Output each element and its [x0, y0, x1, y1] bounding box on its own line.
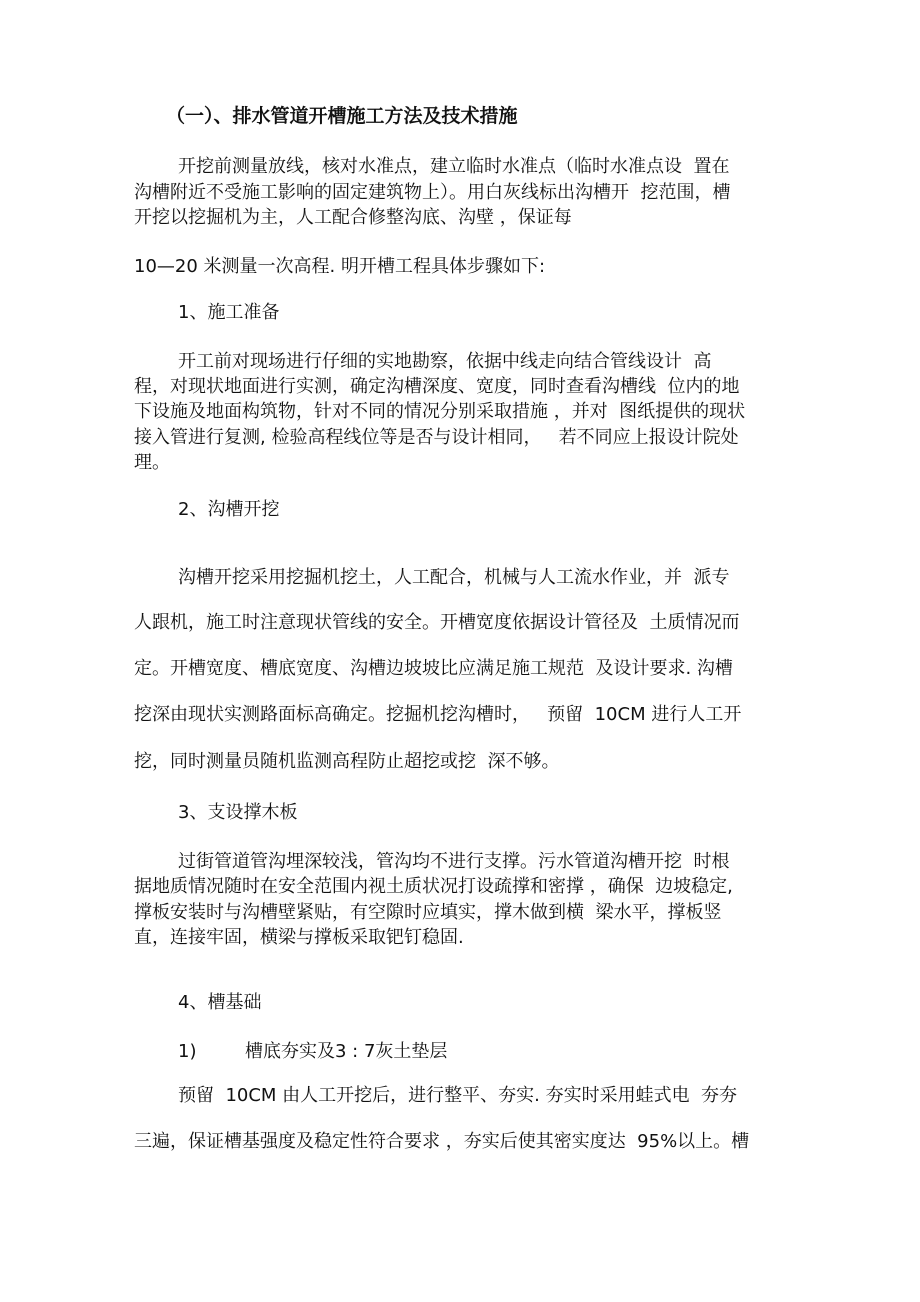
section-heading: 1、施工准备 — [178, 302, 280, 323]
sub-heading-number: 1) — [178, 1041, 197, 1062]
paragraph-line: 据地质情况随时在安全范围内视土质状况打设疏撑和密撑 ，确保 边坡稳定, — [134, 876, 733, 897]
paragraph-line: 理。 — [134, 452, 170, 473]
paragraph-line: 三遍，保证槽基强度及稳定性符合要求 ，夯实后使其密实度达 95%以上。槽 — [134, 1131, 750, 1152]
paragraph-line: 挖，同时测量员随机监测高程防止超挖或挖 深不够。 — [134, 751, 560, 772]
sub-heading-text: 槽底夯实及3 : 7灰土垫层 — [245, 1041, 448, 1062]
paragraph-line: 程，对现状地面进行实测，确定沟槽深度、宽度，同时查看沟槽线 位内的地 — [134, 376, 740, 397]
paragraph-line: 开挖前测量放线，核对水准点，建立临时水准点（临时水准点设 置在 — [178, 156, 730, 177]
paragraph-line: 接入管进行复测, 检验高程线位等是否与设计相同， 若不同应上报设计院处 — [134, 427, 739, 448]
section-heading: 3、支设撑木板 — [178, 802, 298, 823]
paragraph-line: 沟槽开挖采用挖掘机挖土，人工配合，机械与人工流水作业，并 派专 — [178, 567, 730, 588]
paragraph-line: 下设施及地面构筑物，针对不同的情况分别采取措施 ，并对 图纸提供的现状 — [134, 401, 746, 422]
paragraph-line: 过街管道管沟埋深较浅，管沟均不进行支撑。污水管道沟槽开挖 时根 — [178, 851, 730, 872]
paragraph-line: 开挖以挖掘机为主，人工配合修整沟底、沟壁 ，保证每 — [134, 207, 572, 228]
paragraph-line: 人跟机，施工时注意现状管线的安全。开槽宽度依据设计管径及 土质情况而 — [134, 612, 740, 633]
section-heading: 2、沟槽开挖 — [178, 499, 280, 520]
paragraph-line: 定。开槽宽度、槽底宽度、沟槽边坡坡比应满足施工规范 及设计要求. 沟槽 — [134, 658, 733, 679]
paragraph-line: 开工前对现场进行仔细的实地勘察，依据中线走向结合管线设计 高 — [178, 351, 712, 372]
paragraph-line: 撑板安装时与沟槽壁紧贴，有空隙时应填实，撑木做到横 梁水平，撑板竖 — [134, 902, 722, 923]
paragraph-line: 直，连接牢固，横梁与撑板采取钯钉稳固. — [134, 927, 464, 948]
paragraph-line: 挖深由现状实测路面标高确定。挖掘机挖沟槽时， 预留 10CM 进行人工开 — [134, 704, 742, 725]
paragraph-line: 沟槽附近不受施工影响的固定建筑物上）。用白灰线标出沟槽开 挖范围，槽 — [134, 182, 731, 203]
section-heading: 4、槽基础 — [178, 992, 262, 1013]
paragraph-line: 10—20 米测量一次高程. 明开槽工程具体步骤如下: — [134, 256, 546, 277]
paragraph-line: 预留 10CM 由人工开挖后，进行整平、夯实. 夯实时采用蛙式电 夯夯 — [178, 1085, 738, 1106]
document-title: （一）、排水管道开槽施工方法及技术措施 — [166, 105, 518, 127]
